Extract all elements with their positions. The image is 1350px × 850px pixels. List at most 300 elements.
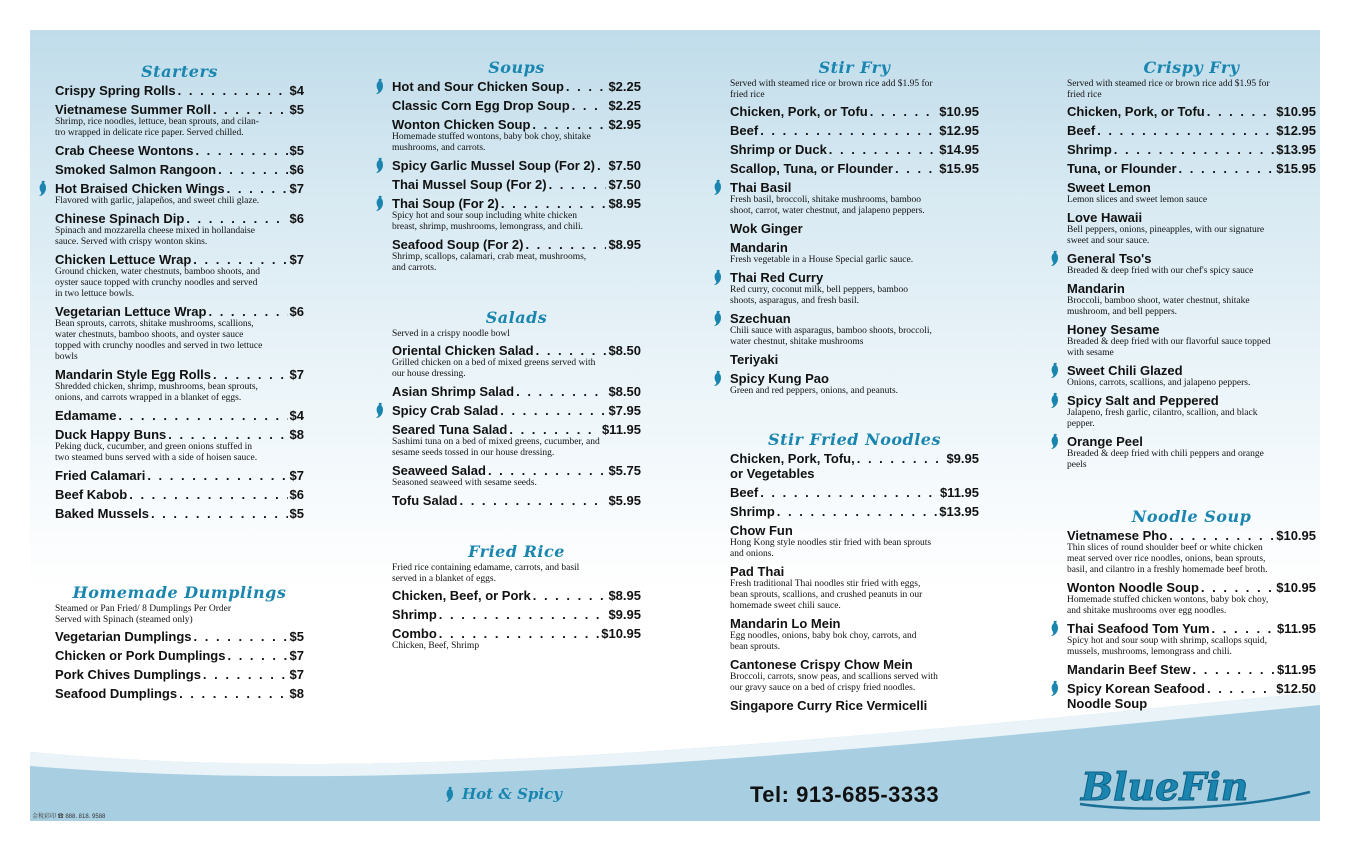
menu-item-description: Homemade stuffed chicken wontons, baby bok choy, and shitake mushrooms over egg noodles. [1067,595,1269,616]
menu-item [730,616,979,653]
menu-item-name: Tofu Salad [392,493,458,508]
dot-leader [516,384,606,399]
menu-item-name: Spicy Garlic Mussel Soup (For 2) [392,158,595,173]
dot-leader [218,162,287,177]
menu-item-price: $8.95 [608,588,641,603]
menu-item-row [55,487,304,502]
dot-leader [549,177,607,192]
menu-item-row [55,427,304,442]
bluefin-logo [1075,764,1315,814]
chili-pepper-icon [444,786,456,803]
menu-item-price: $7 [289,367,304,382]
dot-leader [857,451,945,466]
menu-item-price: $10.95 [939,104,979,119]
chili-pepper-icon [1049,392,1061,409]
menu-item-row [55,629,304,644]
menu-item-name: Mandarin [730,240,788,255]
section-title: Stir Fry [818,58,891,77]
menu-item-row [1067,210,1316,225]
chili-pepper-icon [1049,433,1061,450]
menu-item-row [730,311,979,326]
menu-item-price: $12.50 [1276,681,1316,696]
menu-item-price: $7 [289,648,304,663]
dot-leader [566,79,607,94]
section-crispy-fry [1067,58,1316,475]
menu-item [55,686,304,701]
menu-item-name: Crab Cheese Wontons [55,143,194,158]
menu-item-description: Shrimp, scallops, calamari, crab meat, mushrooms, and carrots. [392,252,587,273]
dot-leader [439,626,599,641]
menu-item-price: $11.95 [1276,621,1316,636]
menu-item-description: Peking duck, cucumber, and green onions stuffed in two steamed buns served with a side of hoisen sauce. [55,442,258,463]
menu-item-row [55,211,304,226]
menu-item-price: $6 [289,162,304,177]
dot-leader [532,117,606,132]
dot-leader [500,403,606,418]
menu-item-name: Spicy Salt and Peppered [1067,393,1219,408]
dot-leader [760,485,938,500]
menu-item [55,143,304,158]
menu-item-price: $4 [289,408,304,423]
menu-item-row [730,180,979,195]
menu-item-price: $12.95 [939,123,979,138]
menu-item-description: Ground chicken, water chestnuts, bamboo shoots, and oyster sauce topped with crunchy noodles and served in two lettuce bowls. [55,267,260,299]
menu-item-name: Thai Seafood Tom Yum [1067,621,1210,636]
menu-item [1067,322,1316,359]
section-title: Noodle Soup [1131,507,1252,526]
menu-item [55,304,304,363]
menu-item-name: Seafood Soup (For 2) [392,237,524,252]
dot-leader [118,408,287,423]
chili-pepper-icon [1049,250,1061,267]
menu-item-row [1067,281,1316,296]
chili-pepper-icon [37,180,49,197]
menu-item-price: $10.95 [1276,580,1316,595]
menu-item-name: Love Hawaii [1067,210,1143,225]
hot-spicy-label: Hot & Spicy [462,785,562,803]
menu-item-name: Edamame [55,408,117,423]
menu-item-name: Wok Ginger [730,221,803,236]
menu-item-row [392,79,641,94]
menu-item-row [392,177,641,192]
menu-item-row [55,648,304,663]
menu-item [1067,210,1316,247]
menu-item-row [55,83,304,98]
menu-item [1067,434,1316,471]
menu-item-name: Vietnamese Pho [1067,528,1168,543]
menu-item [730,698,979,713]
menu-item-name: Spicy Kung Pao [730,371,829,386]
menu-item-price: $8.50 [608,343,641,358]
menu-item-name: Baked Mussels [55,506,149,521]
menu-item-row [392,158,641,173]
menu-item [392,403,641,418]
menu-item-price: $8.50 [608,384,641,399]
menu-item [55,83,304,98]
menu-item-description: Fresh basil, broccoli, shitake mushrooms, bamboo shoot, carrot, water chestnut, and jalapeno peppers. [730,195,925,216]
menu-item-row [730,161,979,176]
menu-item [55,367,304,404]
menu-item [55,408,304,423]
dot-leader [459,493,606,508]
menu-item [730,451,979,481]
menu-item-description: Thin slices of round shoulder beef or white chicken meat served over rice noodles, onions, bean sprouts, basil, and cilantro in a freshly homemade beef broth. [1067,543,1268,575]
menu-item-description: Broccoli, bamboo shoot, water chestnut, shitake mushroom, and bell peppers. [1067,296,1250,317]
menu-item [730,485,979,500]
menu-item-name: Vegetarian Dumplings [55,629,192,644]
menu-item-row [1067,322,1316,337]
section-intro: Served with steamed rice or brown rice add $1.95 for fried rice [730,79,933,100]
menu-item-price: $7 [289,252,304,267]
menu-item [392,343,641,380]
menu-item [392,626,641,652]
menu-item-row [392,384,641,399]
menu-item-name: Thai Red Curry [730,270,824,285]
menu-item-price: $15.95 [1276,161,1316,176]
section-intro: Fried rice containing edamame, carrots, and basil served in a blanket of eggs. [392,563,580,584]
chili-pepper-icon [712,310,724,327]
menu-item-row [730,352,979,367]
chili-pepper-icon [712,179,724,196]
menu-item-name: Wonton Chicken Soup [392,117,531,132]
menu-item-row [730,142,979,157]
dot-leader [572,98,607,113]
menu-item-price: $10.95 [1276,104,1316,119]
menu-item-row [1067,621,1316,636]
menu-item-price: $6 [289,304,304,319]
chili-pepper-icon [1049,620,1061,637]
menu-item-row [730,221,979,236]
menu-item-row [55,252,304,267]
menu-item-price: $2.25 [608,98,641,113]
menu-item-name: Chicken, Pork, Tofu, or Vegetables [730,451,855,481]
menu-item-name: Chicken Lettuce Wrap [55,252,192,267]
menu-item-name: Orange Peel [1067,434,1143,449]
menu-item-name: Wonton Noodle Soup [1067,580,1199,595]
menu-item-price: $11.95 [601,422,641,437]
menu-item-description: Chicken, Beef, Shrimp [392,641,480,651]
dot-leader [227,181,288,196]
menu-item [730,657,979,694]
dot-leader [213,367,288,382]
menu-item [1067,580,1316,617]
menu-item-price: $7 [289,181,304,196]
menu-item-price: $4 [289,83,304,98]
menu-item [55,252,304,300]
menu-item-row [55,506,304,521]
menu-item-row [392,237,641,252]
menu-item-price: $11.95 [939,485,979,500]
menu-item-name: Sweet Chili Glazed [1067,363,1183,378]
section-starters [55,62,304,525]
menu-item-description: Seasoned seaweed with sesame seeds. [392,478,537,488]
menu-item-name: Spicy Korean Seafood Noodle Soup [1067,681,1205,711]
menu-item-row [1067,251,1316,266]
menu-item-price: $7.95 [608,403,641,418]
menu-item-price: $8 [289,686,304,701]
menu-item-row [392,493,641,508]
chili-pepper-icon [712,269,724,286]
menu-item-row [55,143,304,158]
section-stir-fry [730,58,979,401]
dot-leader [760,123,937,138]
dot-leader [870,104,938,119]
logo-wordmark: BlueFin [1081,764,1249,809]
menu-item-row [392,343,641,358]
menu-item-name: Beef [730,485,759,500]
chili-pepper-icon [374,402,386,419]
section-title: Soups [488,58,545,77]
menu-item-row [730,657,979,672]
menu-item-row [55,304,304,319]
menu-item-row [730,523,979,538]
menu-item-description: Homemade stuffed wontons, baby bok choy, shitake mushrooms, and carrots. [392,132,591,153]
menu-item [1067,662,1316,677]
menu-item-description: Spicy hot and sour soup with shrimp, scallops squid, mussels, mushrooms, lemongrass and chili. [1067,636,1268,657]
menu-item [730,523,979,560]
chili-pepper-icon [712,370,724,387]
menu-item-description: Broccoli, carrots, snow peas, and scallions served with our gravy sauce on a bed of crispy fried noodles. [730,672,938,693]
menu-item-price: $9.95 [608,607,641,622]
menu-item-name: Cantonese Crispy Chow Mein [730,657,913,672]
dot-leader [1179,161,1275,176]
menu-item [392,607,641,622]
menu-item-name: Crispy Spring Rolls [55,83,176,98]
menu-item [730,311,979,348]
dot-leader [1207,104,1275,119]
menu-item-price: $5 [289,143,304,158]
menu-item-name: Honey Sesame [1067,322,1160,337]
chili-pepper-icon [1049,362,1061,379]
menu-item [730,180,979,217]
menu-item [392,79,641,94]
menu-item [1067,528,1316,576]
menu-item [392,588,641,603]
menu-item [1067,161,1316,176]
menu-item-row [392,403,641,418]
dot-leader [129,487,287,502]
menu-item-row [730,564,979,579]
printer-credit: 金稅彩印 ☎ 888. 818. 9588 [32,814,106,820]
menu-item [1067,621,1316,658]
menu-item-name: Chicken or Pork Dumplings [55,648,226,663]
dot-leader [168,427,287,442]
menu-item-price: $2.25 [608,79,641,94]
menu-item-row [392,626,641,641]
menu-item-description: Grilled chicken on a bed of mixed greens served with our house dressing. [392,358,596,379]
menu-item [55,667,304,682]
menu-item [55,468,304,483]
section-title: Crispy Fry [1143,58,1240,77]
menu-item-row [392,607,641,622]
menu-item-price: $5.95 [608,493,641,508]
menu-item-price: $7.50 [608,177,641,192]
menu-item-row [1067,662,1316,677]
menu-item-price: $9.95 [946,451,979,466]
menu-item-price: $7.50 [608,158,641,173]
menu-item-row [392,196,641,211]
dot-leader [509,422,600,437]
menu-item-row [730,616,979,631]
menu-item [55,629,304,644]
menu-item-name: Chinese Spinach Dip [55,211,185,226]
section-salads [392,308,641,512]
menu-item-price: $2.95 [608,117,641,132]
menu-item-description: Spinach and mozzarella cheese mixed in hollandaise sauce. Served with crispy wonton skins. [55,226,255,247]
menu-item-name: Thai Soup (For 2) [392,196,499,211]
menu-item-name: Thai Basil [730,180,792,195]
chili-pepper-icon [374,195,386,212]
menu-item-name: Pork Chives Dumplings [55,667,201,682]
menu-item-row [55,181,304,196]
menu-item [55,648,304,663]
menu-item-row [55,367,304,382]
dot-leader [1097,123,1274,138]
dot-leader [501,196,607,211]
menu-item-name: Mandarin [1067,281,1125,296]
menu-item [730,352,979,367]
menu-item-description: Shrimp, rice noodles, lettuce, bean sprouts, and cilan- tro wrapped in delicate rice paper. Served chilled. [55,117,259,138]
menu-item-row [730,104,979,119]
menu-item-name: Seared Tuna Salad [392,422,508,437]
dot-leader [178,83,288,98]
menu-item-price: $7 [289,468,304,483]
menu-item-price: $15.95 [939,161,979,176]
dot-leader [488,463,607,478]
chili-pepper-icon [1049,680,1061,697]
hot-spicy-legend [444,785,562,803]
menu-item-row [730,485,979,500]
dot-leader [179,686,287,701]
menu-item-price: $10.95 [1276,528,1316,543]
menu-item-row [1067,363,1316,378]
menu-item-row [392,422,641,437]
menu-item [392,98,641,113]
menu-item-price: $6 [289,211,304,226]
menu-item-row [392,588,641,603]
menu-item [730,221,979,236]
dot-leader [439,607,607,622]
section-fried-rice [392,542,641,656]
menu-item-row [55,162,304,177]
menu-item-row [1067,104,1316,119]
menu-item [1067,180,1316,206]
menu-item [1067,393,1316,430]
section-stir-fried-noodles [730,430,979,717]
menu-item-row [1067,142,1316,157]
menu-item-name: Asian Shrimp Salad [392,384,515,399]
menu-item-name: Duck Happy Buns [55,427,167,442]
menu-item-description: Onions, carrots, scallions, and jalapeno peppers. [1067,378,1251,388]
menu-item [1067,123,1316,138]
menu-item-price: $7 [289,667,304,682]
menu-item-name: Chicken, Pork, or Tofu [730,104,868,119]
menu-item-row [1067,580,1316,595]
menu-item-description: Red curry, coconut milk, bell peppers, bamboo shoots, asparagus, and fresh basil. [730,285,908,306]
section-noodle-soup [1067,507,1316,715]
menu-item [392,117,641,154]
menu-item-row [730,504,979,519]
menu-item-description: Flavored with garlic, jalapeños, and sweet chili glaze. [55,196,260,206]
menu-item-description: Breaded & deep fried with our chef's spicy sauce [1067,266,1254,276]
menu-item-name: Mandarin Style Egg Rolls [55,367,212,382]
menu-item-price: $12.95 [1276,123,1316,138]
dot-leader [1201,580,1274,595]
menu-item-name: Thai Mussel Soup (For 2) [392,177,547,192]
dot-leader [213,102,288,117]
menu-item-name: Fried Calamari [55,468,146,483]
menu-item-name: Singapore Curry Rice Vermicelli [730,698,928,713]
chili-pepper-icon [374,78,386,95]
menu-item-price: $8.95 [608,196,641,211]
section-title: Fried Rice [468,542,565,561]
dot-leader [147,468,287,483]
menu-item-price: $5 [289,102,304,117]
dot-leader [208,304,287,319]
menu-item [730,104,979,119]
menu-item-description: Egg noodles, onions, baby bok choy, carrots, and bean sprouts. [730,631,917,652]
menu-item-name: Classic Corn Egg Drop Soup [392,98,570,113]
menu-item-price: $8.95 [608,237,641,252]
menu-item-price: $5 [289,629,304,644]
menu-item [392,493,641,508]
dot-leader [227,648,287,663]
menu-item [55,211,304,248]
menu-item-row [55,102,304,117]
dot-leader [151,506,288,521]
menu-item-name: Beef [1067,123,1096,138]
menu-item-price: $14.95 [939,142,979,157]
menu-item-price: $6 [289,487,304,502]
menu-item-row [1067,681,1316,711]
dot-leader [829,142,937,157]
menu-item-description: Spicy hot and sour soup including white chicken breast, shrimp, mushrooms, lemongrass, and chili. [392,211,584,232]
menu-item [730,161,979,176]
menu-item-name: Smoked Salmon Rangoon [55,162,217,177]
dot-leader [195,143,287,158]
menu-item [55,181,304,207]
dot-leader [193,252,287,267]
menu-item-description: Breaded & deep fried with our flavorful sauce topped with sesame [1067,337,1271,358]
dot-leader [1207,681,1274,696]
chili-pepper-icon [374,157,386,174]
dot-leader [194,629,288,644]
menu-item-row [55,686,304,701]
menu-item-name: Spicy Crab Salad [392,403,499,418]
dot-leader [525,237,606,252]
menu-item-name: Shrimp [1067,142,1112,157]
dot-leader [533,588,607,603]
section-title: Salads [485,308,548,327]
menu-item-price: $5.75 [608,463,641,478]
dot-leader [1169,528,1274,543]
menu-item [730,123,979,138]
menu-item-name: Sweet Lemon [1067,180,1151,195]
menu-item-row [730,123,979,138]
menu-item [55,427,304,464]
menu-item-description: Jalapeno, fresh garlic, cilantro, scallion, and black pepper. [1067,408,1258,429]
menu-item-row [1067,528,1316,543]
menu-item-row [1067,393,1316,408]
menu-item-description: Green and red peppers, onions, and peanuts. [730,386,899,396]
menu-item-name: Scallop, Tuna, or Flounder [730,161,893,176]
menu-item-row [1067,434,1316,449]
menu-item-name: Oriental Chicken Salad [392,343,534,358]
dot-leader [895,161,937,176]
menu-item-name: Vegetarian Lettuce Wrap [55,304,207,319]
menu-item-name: Tuna, or Flounder [1067,161,1177,176]
menu-item-price: $5 [289,506,304,521]
